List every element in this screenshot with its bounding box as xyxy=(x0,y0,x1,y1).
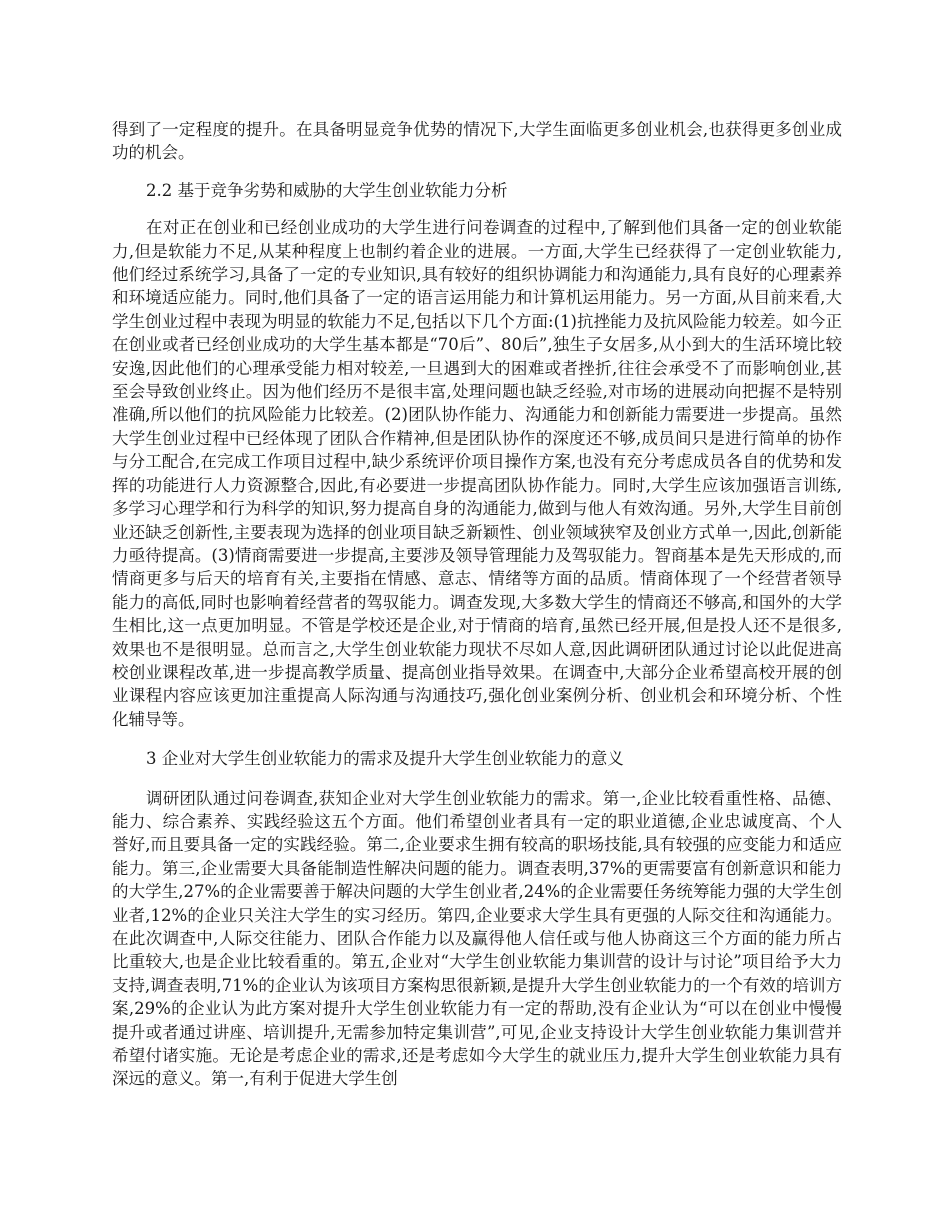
spacer xyxy=(112,202,842,216)
intro-paragraph: 得到了一定程度的提升。在具备明显竞争优势的情况下,大学生面临更多创业机会,也获得更多创业成功的机会。 xyxy=(112,120,842,163)
spacer xyxy=(112,731,842,747)
spacer xyxy=(112,165,842,179)
document-page xyxy=(112,118,842,1091)
section-heading-3: 3 企业对大学生创业软能力的需求及提升大学生创业软能力的意义 xyxy=(146,749,624,769)
spacer xyxy=(112,771,842,787)
section-heading-2-2: 2.2 基于竞争劣势和威胁的大学生创业软能力分析 xyxy=(146,180,508,200)
section-2-2-paragraph: 在对正在创业和已经创业成功的大学生进行问卷调查的过程中,了解到他们具备一定的创业软能力,但是软能力不足,从某种程度上也制约着企业的进展。一方面,大学生已经获得了一定创业软能力,他们经过系统学习,具备了一定的专业知识,具有较好的组织协调能力和沟通能力,具有良好的心理素养和环境适应能力。同时,他们具备了一定的语言运用能力和计算机运用能力。另一方面,从目前来看,大学生创业过程中表现为明显的软能力不足,包括以下几个方面:(1)抗挫能力及抗风险能力较差。如今正在创业或者已经创业成功的大学生基本都是“70后”、80后”,独生子女居多,从小到大的生活环境比较安逸,因此他们的心理承受能力相对较差,一旦遇到大的困难或者挫折,往往会承受不了而影响创业,甚至会导致创业终止。因为他们经历不是很丰富,处理问题也缺乏经验,对市场的进展动向把握不是特别准确,所以他们的抗风险能力比较差。(2)团队协作能力、沟通能力和创新能力需要进一步提高。虽然大学生创业过程中已经体现了团队合作精神,但是团队协作的深度还不够,成员间只是进行简单的协作与分工配合,在完成工作项目过程中,缺少系统评价项目操作方案,也没有充分考虑成员各自的优势和发挥的功能进行人力资源整合,因此,有必要进一步提高团队协作能力。同时,大学生应该加强语言训练,多学习心理学和行为科学的知识,努力提高自身的沟通能力,做到与他人有效沟通。另外,大学生目前创业还缺乏创新性,主要表现为选择的创业项目缺乏新颖性、创业领域狭窄及创业方式单一,因此,创新能力亟待提高。(3)情商需要进一步提高,主要涉及领导管理能力及驾驭能力。智商基本是先天形成的,而情商更多与后天的培育有关,主要指在情感、意志、情绪等方面的品质。情商体现了一个经营者领导能力的高低,同时也影响着经营者的驾驭能力。调查发现,大多数大学生的情商还不够高,和国外的大学生相比,这一点更加明显。不管是学校还是企业,对于情商的培育,虽然已经开展,但是投人还不是很多,效果也不是很明显。总而言之,大学生创业软能力现状不尽如人意,因此调研团队通过讨论以此促进高校创业课程改革,进一步提高教学质量、提高创业指导效果。在调查中,大部分企业希望高校开展的创业课程内容应该更加注重提高人际沟通与沟通技巧,强化创业案例分析、创业机会和环境分析、个性化辅导等。 xyxy=(112,218,842,729)
section-3-paragraph: 调研团队通过问卷调查,获知企业对大学生创业软能力的需求。第一,企业比较看重性格、品德、能力、综合素养、实践经验这五个方面。他们希望创业者具有一定的职业道德,企业忠诚度高、个人誉好,而且要具备一定的实践经验。第二,企业要求生拥有较高的职场技能,具有较强的应变能力和适应能力。第三,企业需要大具备能制造性解决问题的能力。调查表明,37%的更需要富有创新意识和能力的大学生,27%的企业需要善于解决问题的大学生创业者,24%的企业需要任务统筹能力强的大学生创业者,12%的企业只关注大学生的实习经历。第四,企业要求大学生具有更强的人际交往和沟通能力。在此次调查中,人际交往能力、团队合作能力以及赢得他人信任或与他人协商这三个方面的能力所占比重较大,也是企业比较看重的。第五,企业对“大学生创业软能力集训营的设计与讨论”项目给予大力支持,调查表明,71%的企业认为该项目方案构思很新颖,是提升大学生创业软能力的一个有效的培训方案,29%的企业认为此方案对提升大学生创业软能力有一定的帮助,没有企业认为“可以在创业中慢慢提升或者通过讲座、培训提升,无需参加特定集训营”,可见,企业支持设计大学生创业软能力集训营并希望付诸实施。无论是考虑企业的需求,还是考虑如今大学生的就业压力,提升大学生创业软能力具有深远的意义。第一,有利于促进大学生创 xyxy=(112,788,842,1089)
